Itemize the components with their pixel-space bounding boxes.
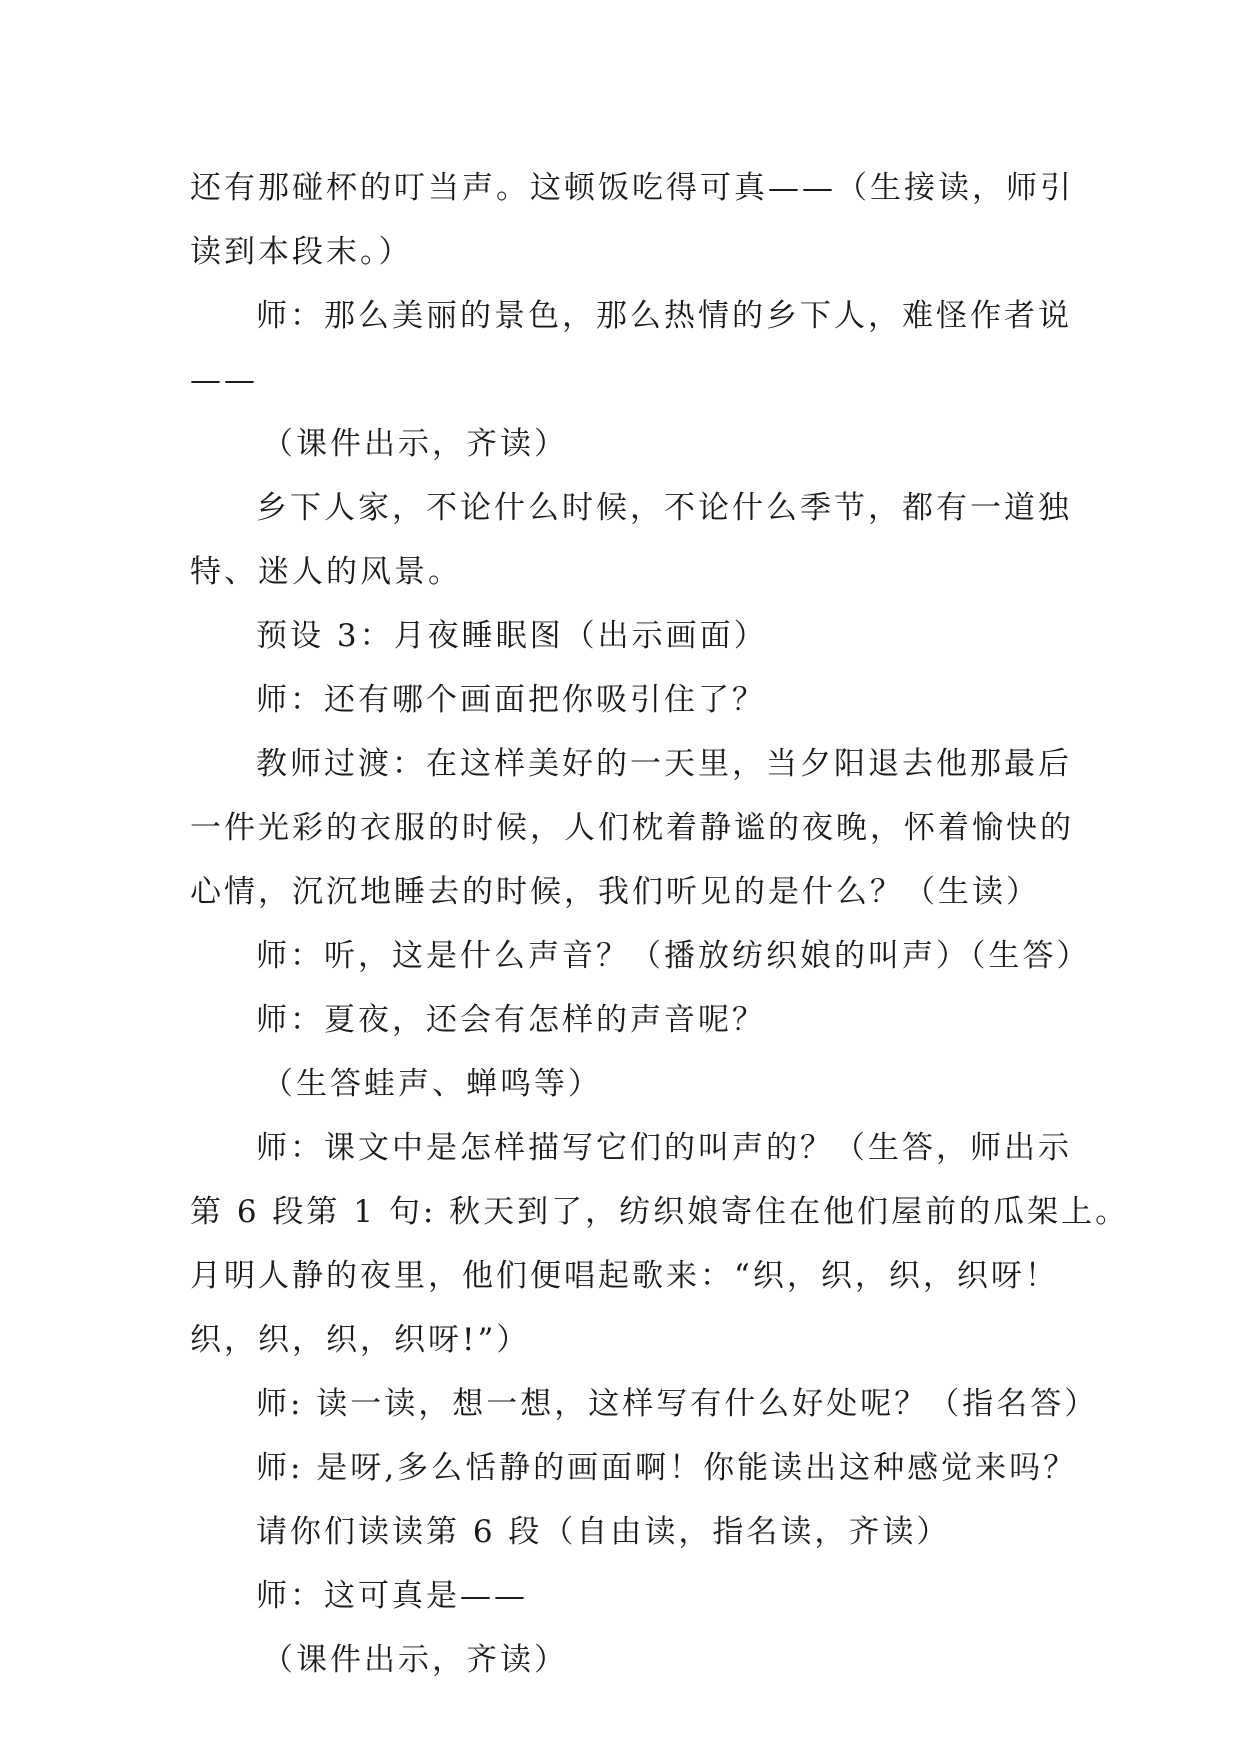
text-line: 教师过渡：在这样美好的一天里，当夕阳退去他那最后 [256, 746, 1072, 782]
text-line: 心情，沉沉地睡去的时候，我们听见的是什么？（生读） [190, 874, 1040, 910]
text-line: （生答蛙声、蝉鸣等） [262, 1066, 602, 1102]
text-line: —— [190, 362, 258, 398]
text-line: 乡下人家，不论什么时候，不论什么季节，都有一道独 [256, 490, 1072, 526]
text-line: 月明人静的夜里，他们便唱起歌来：“织，织，织，织呀！ [190, 1258, 1059, 1294]
text-line: （课件出示，齐读） [262, 426, 568, 462]
text-line: 师：这可真是—— [256, 1578, 528, 1614]
text-line: 织，织，织，织呀!”） [190, 1322, 531, 1358]
text-line: （课件出示，齐读） [262, 1642, 568, 1678]
text-line: 读到本段末。） [190, 234, 413, 270]
document-body [190, 156, 1130, 1692]
text-line: 特、迷人的风景。 [190, 554, 462, 590]
text-line: 还有那碰杯的叮当声。这顿饭吃得可真——（生接读，师引 [190, 170, 1074, 206]
text-line: 师: 是呀,多么恬静的画面啊！你能读出这种感觉来吗？ [256, 1450, 1078, 1486]
text-line: 师：听，这是什么声音？（播放纺织娘的叫声）（生答） [256, 938, 1091, 974]
text-line: 第 6 段第 1 句: 秋天到了，纺织娘寄住在他们屋前的瓜架上。 [190, 1194, 1130, 1230]
text-line: 师：夏夜，还会有怎样的声音呢？ [256, 1002, 766, 1038]
text-line: 一件光彩的衣服的时候，人们枕着静谧的夜晚，怀着愉快的 [190, 810, 1074, 846]
text-line: 师：还有哪个画面把你吸引住了？ [256, 682, 766, 718]
text-line: 师: 读一读，想一想，这样写有什么好处呢？（指名答） [256, 1386, 1099, 1422]
text-line: 师：那么美丽的景色，那么热情的乡下人，难怪作者说 [256, 298, 1072, 334]
text-line: 预设 3：月夜睡眠图（出示画面） [256, 618, 768, 654]
text-line: 师：课文中是怎样描写它们的叫声的？（生答，师出示 [256, 1130, 1072, 1166]
text-line: 请你们读读第 6 段（自由读，指名读，齐读） [256, 1514, 951, 1550]
